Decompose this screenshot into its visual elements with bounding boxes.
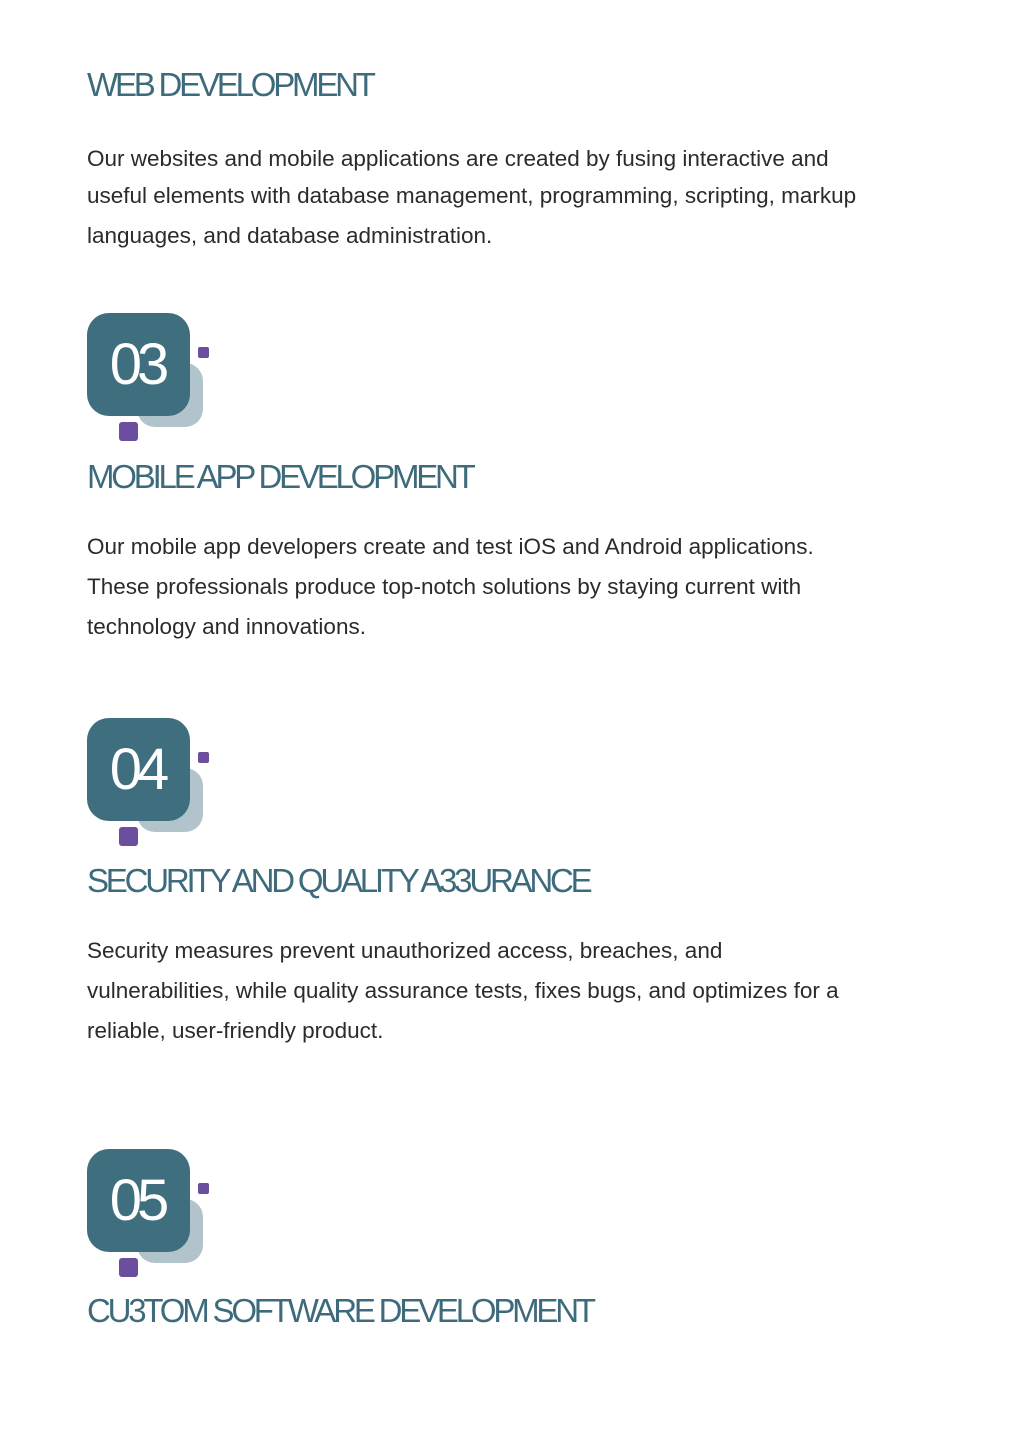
- number-badge-04: [87, 718, 217, 848]
- accent-dot-small: [198, 752, 209, 763]
- section-title-web-development: WEB DEVELOPMENT: [87, 66, 373, 103]
- body-line: These professionals produce top-notch solutions by staying current with: [87, 574, 802, 599]
- section-title-custom-software-development: CU3TOM SOFTWARE DEVELOPMENT: [87, 1292, 593, 1329]
- number-badge-03: [87, 313, 217, 443]
- accent-dot-large: [119, 827, 138, 846]
- section-body-security-quality-assurance: [87, 931, 967, 1051]
- badge-number: 04: [109, 737, 165, 802]
- number-badge-05: [87, 1149, 217, 1279]
- body-line: Our websites and mobile applications are created by fusing interactive and: [87, 146, 829, 171]
- body-line: reliable, user-friendly product.: [87, 1018, 384, 1043]
- badge-number: 05: [109, 1168, 165, 1233]
- body-line: languages, and database administration.: [87, 223, 493, 248]
- section-title-security-quality-assurance: SECURITY AND QUALITY A33URANCE: [87, 862, 590, 899]
- section-title-mobile-app-development: MOBILE APP DEVELOPMENT: [87, 458, 473, 495]
- body-line: useful elements with database management, programming, scripting, markup: [87, 183, 857, 208]
- accent-dot-large: [119, 1258, 138, 1277]
- body-line: Security measures prevent unauthorized access, breaches, and: [87, 938, 723, 963]
- badge-number: 03: [109, 332, 165, 397]
- body-line: technology and innovations.: [87, 614, 366, 639]
- body-line: Our mobile app developers create and test iOS and Android applications.: [87, 534, 814, 559]
- accent-dot-large: [119, 422, 138, 441]
- body-line: vulnerabilities, while quality assurance tests, fixes bugs, and optimizes for a: [87, 978, 839, 1003]
- section-body-web-development: [87, 139, 967, 256]
- section-body-mobile-app-development: [87, 527, 967, 647]
- accent-dot-small: [198, 1183, 209, 1194]
- accent-dot-small: [198, 347, 209, 358]
